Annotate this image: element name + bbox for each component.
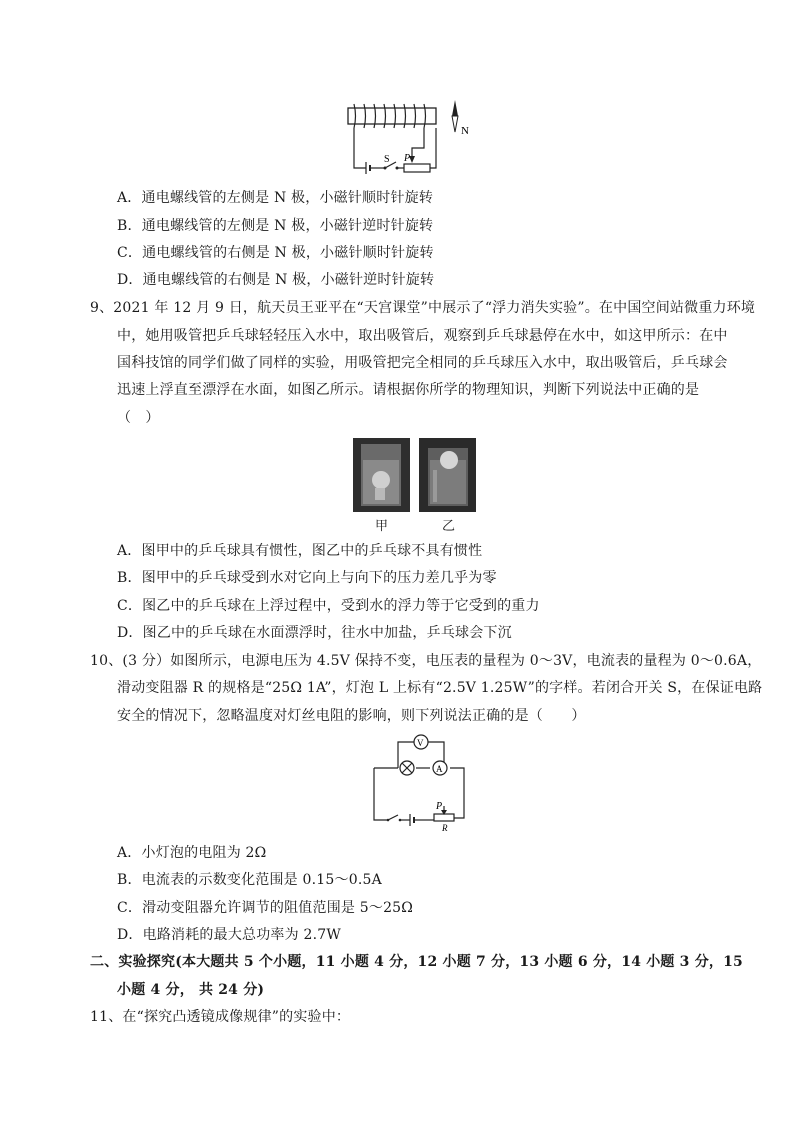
q10-option-d: D．电路消耗的最大总功率为 2.7W [117,927,341,943]
q9-option-b: B．图甲中的乒乓球受到水对它向上与向下的压力差几乎为零 [117,570,497,586]
q8-option-a: A．通电螺线管的左侧是 N 极，小磁针顺时针旋转 [117,190,434,206]
q10-option-b: B．电流表的示数变化范围是 0.15～0.5A [117,872,382,888]
q11-stem: 11、在“探究凸透镜成像规律”的实验中： [90,1009,351,1025]
section-2-heading-cont: 小题 4 分， 共 24 分) [117,982,265,998]
rheostat-r-label: R [442,823,448,832]
circuit-diagram [368,730,478,832]
photo-yi-label: 乙 [442,519,456,534]
q10-option-a: A．小灯泡的电阻为 2Ω [117,845,267,861]
q10-stem-line-1: 10、(3 分）如图所示，电源电压为 4.5V 保持不变，电压表的量程为 0～3V，电流表的量程为 0～0.6A， [90,653,762,669]
photo-yi [419,438,476,512]
photo-jia [353,438,410,512]
voltmeter-label: V [417,738,424,748]
ammeter-label: A [436,764,443,774]
q10-stem-line-3: 安全的情况下，忽略温度对灯丝电阻的影响，则下列说法正确的是（ ） [117,708,586,724]
q9-option-a: A．图甲中的乒乓球具有惯性，图乙中的乒乓球不具有惯性 [117,543,483,559]
q9-stem-line-2: 中，她用吸管把乒乓球轻轻压入水中，取出吸管后，观察到乒乓球悬停在水中，如这甲所示：在中 [117,328,728,344]
q9-stem-line-4: 迅速上浮直至漂浮在水面，如图乙所示。请根据你所学的物理知识，判断下列说法中正确的是 [117,382,700,398]
q10-stem-line-2: 滑动变阻器 R 的规格是“25Ω 1A”，灯泡 L 上标有“2.5V 1.25W”的字样。若闭合开关 S，在保证电路 [117,680,763,696]
switch-s-label: S [384,154,390,165]
compass-n-label: N [461,125,469,137]
q9-stem-line-3: 国科技馆的同学们做了同样的实验，用吸管把完全相同的乒乓球压入水中，取出吸管后，乒乓球会 [117,355,728,371]
q8-option-c: C．通电螺线管的右侧是 N 极，小磁针顺时针旋转 [117,245,434,261]
q10-option-c: C．滑动变阻器允许调节的阻值范围是 5～25Ω [117,900,414,916]
slider-p-label: P [404,153,411,164]
photo-jia-label: 甲 [375,519,389,534]
q8-option-d: D．通电螺线管的右侧是 N 极，小磁针逆时针旋转 [117,272,435,288]
section-2-heading: 二、实验探究(本大题共 5 个小题，11 小题 4 分，12 小题 7 分，13 小题 6 分，14 小题 3 分，15 [90,954,743,970]
q8-option-b: B．通电螺线管的左侧是 N 极，小磁针逆时针旋转 [117,218,434,234]
solenoid-circuit-figure [340,98,480,178]
q9-answer-bracket: （ ） [117,410,160,426]
slider-p-label-2: P [436,801,443,812]
q9-stem-line-1: 9、2021 年 12 月 9 日，航天员王亚平在“天宫课堂”中展示了“浮力消失实验”。在中国空间站微重力环境 [90,300,756,316]
q9-option-c: C．图乙中的乒乓球在上浮过程中，受到水的浮力等于它受到的重力 [117,598,540,614]
q9-option-d: D．图乙中的乒乓球在水面漂浮时，往水中加盐，乒乓球会下沉 [117,625,512,641]
